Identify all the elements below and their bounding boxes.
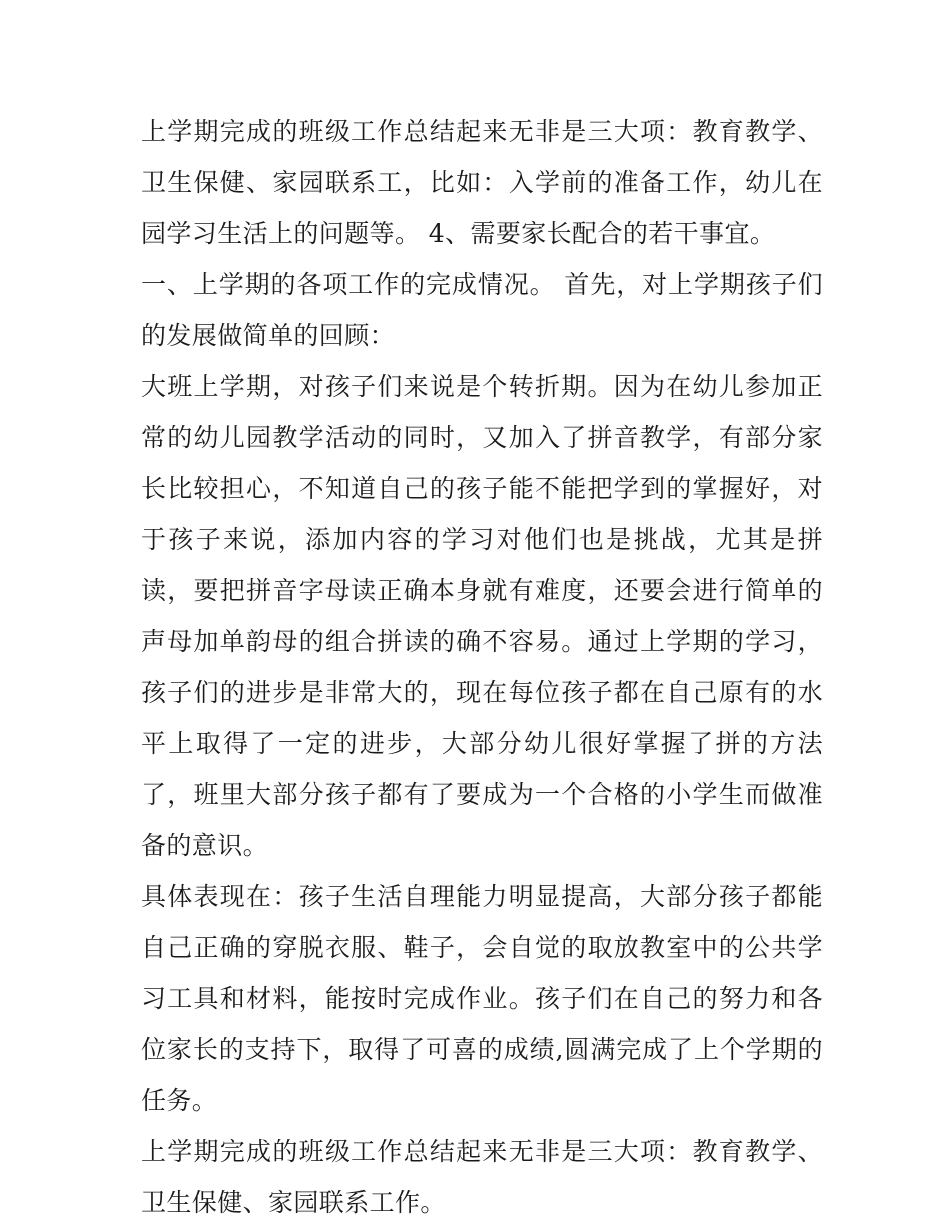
- paragraph-3: 大班上学期，对孩子们来说是个转折期。因为在幼儿参加正常的幼儿园教学活动的同时，又加入了拼音教学，有部分家长比较担心，不知道自己的孩子能不能把学到的掌握好，对于孩子来说，添加内容的学习对他们也是挑战，尤其是拼读，要把拼音字母读正确本身就有难度，还要会进行简单的声母加单韵母的组合拼读的确不容易。通过上学期的学习，孩子们的进步是非常大的，现在每位孩子都在自己原有的水平上取得了一定的进步，大部分幼儿很好掌握了拼的方法了，班里大部分孩子都有了要成为一个合格的小学生而做准备的意识。: [141, 372, 823, 860]
- paragraph-2: 一、上学期的各项工作的完成情况。 首先，对上学期孩子们的发展做简单的回顾：: [141, 270, 823, 350]
- paragraph-1: 上学期完成的班级工作总结起来无非是三大项：教育教学、卫生保健、家园联系工，比如：入学前的准备工作，幼儿在园学习生活上的问题等。 4、需要家长配合的若干事宜。: [141, 117, 823, 248]
- paragraph-4: 具体表现在：孩子生活自理能力明显提高，大部分孩子都能自己正确的穿脱衣服、鞋子，会自觉的取放教室中的公共学习工具和材料，能按时完成作业。孩子们在自己的努力和各位家长的支持下，取得了可喜的成绩,圆满完成了上个学期的任务。: [141, 882, 823, 1115]
- paragraph-5: 上学期完成的班级工作总结起来无非是三大项：教育教学、卫生保健、家园联系工作。: [141, 1137, 823, 1217]
- document-body: [141, 106, 823, 1228]
